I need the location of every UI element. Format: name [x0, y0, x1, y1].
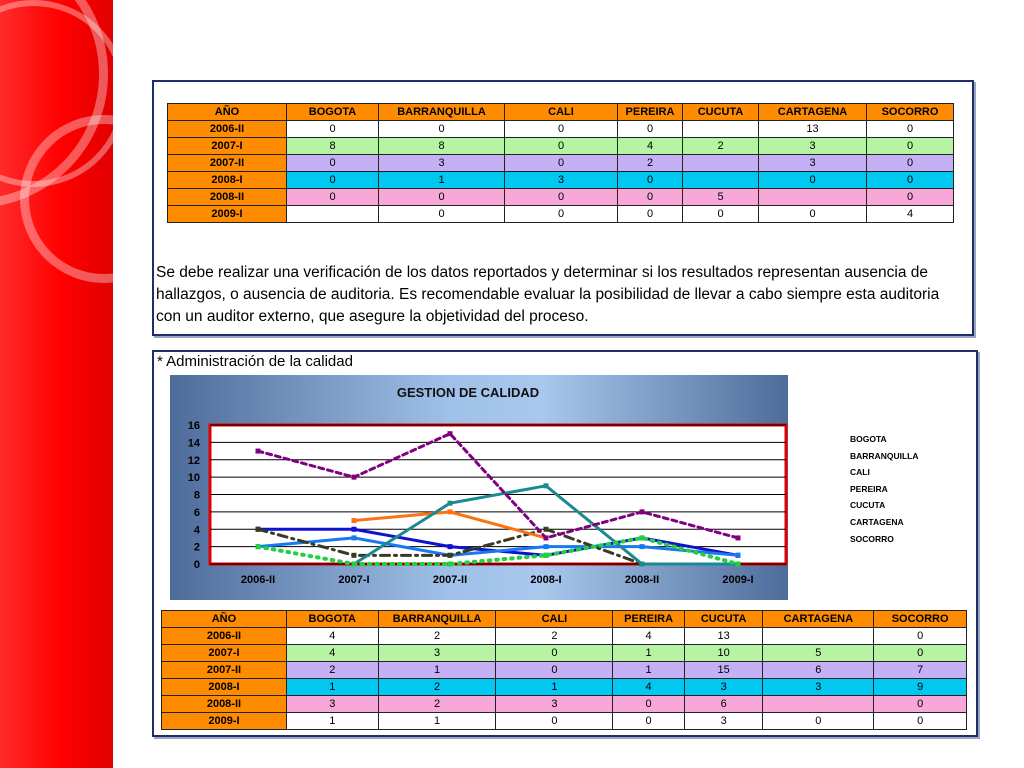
data-point [640, 535, 645, 540]
table-row [168, 206, 954, 223]
data-point [256, 527, 261, 532]
column-header: BOGOTA [286, 611, 378, 628]
table-cell: 3 [759, 138, 867, 155]
table-cell: 6 [684, 696, 763, 713]
line-chart [170, 375, 790, 600]
table-cell: 1 [286, 679, 378, 696]
table-cell: 5 [683, 189, 759, 206]
table-cell: 3 [378, 645, 496, 662]
y-tick-label: 14 [187, 437, 200, 450]
table-cell [759, 189, 867, 206]
table-cell: 1 [286, 713, 378, 730]
table-cell: 0 [505, 206, 618, 223]
table-cell [683, 155, 759, 172]
data-point [448, 431, 453, 436]
data-point [352, 553, 357, 558]
table-row [162, 713, 967, 730]
table-cell: 3 [763, 679, 874, 696]
table-cell: 1 [378, 713, 496, 730]
column-header: BARRANQUILLA [379, 104, 505, 121]
column-header: CUCUTA [683, 104, 759, 121]
legend-item: CALI [850, 467, 870, 478]
data-point [544, 535, 549, 540]
data-point [448, 544, 453, 549]
table-cell: 0 [505, 155, 618, 172]
row-year-cell: 2008-I [168, 172, 287, 189]
y-tick-label: 16 [187, 420, 200, 432]
table-cell: 0 [613, 713, 685, 730]
x-tick-label: 2006-II [240, 574, 276, 586]
table-cell: 3 [286, 696, 378, 713]
data-point [544, 544, 549, 549]
table-cell: 4 [867, 206, 954, 223]
table-cell: 0 [505, 189, 618, 206]
decorative-red-sidebar [0, 0, 113, 768]
table-cell: 2 [378, 696, 496, 713]
table-cell: 2 [496, 628, 613, 645]
column-header: AÑO [162, 611, 287, 628]
table-row [168, 172, 954, 189]
row-year-cell: 2009-I [168, 206, 287, 223]
table-cell: 1 [379, 172, 505, 189]
table-cell: 0 [867, 121, 954, 138]
y-tick-label: 2 [193, 541, 200, 554]
column-header: PEREIRA [618, 104, 683, 121]
table-row [168, 121, 954, 138]
table-cell: 2 [618, 155, 683, 172]
data-point [352, 475, 357, 480]
table-cell: 0 [867, 155, 954, 172]
table-cell: 0 [496, 645, 613, 662]
table-cell: 0 [759, 206, 867, 223]
row-year-cell: 2008-I [162, 679, 287, 696]
table-cell: 4 [613, 628, 685, 645]
recommendation-paragraph: Se debe realizar una verificación de los datos reportados y determinar si los resultados representan ausencia de hallazgos, o ausencia de auditoria. Es recomendable evaluar la posibilidad de llevar a cabo siempre esta auditoria con un auditor externo, que asegure la objetividad del proceso. [156, 264, 940, 325]
data-point [448, 501, 453, 506]
table-cell: 1 [613, 662, 685, 679]
data-point [544, 527, 549, 532]
table-cell: 0 [763, 713, 874, 730]
column-header: CUCUTA [684, 611, 763, 628]
column-header: PEREIRA [613, 611, 685, 628]
legend-item: BOGOTA [850, 434, 887, 444]
y-tick-label: 8 [193, 489, 200, 502]
legend-item: SOCORRO [850, 533, 894, 544]
table-cell [763, 696, 874, 713]
table-cell [683, 121, 759, 138]
table-cell: 4 [618, 138, 683, 155]
table-cell: 0 [613, 696, 685, 713]
chart-legend [850, 434, 918, 550]
legend-item: PEREIRA [850, 483, 888, 494]
table-cell: 8 [287, 138, 379, 155]
chart-title: GESTION DE CALIDAD [396, 385, 540, 400]
table-cell: 0 [618, 206, 683, 223]
data-point [736, 562, 741, 567]
table-cell: 1 [496, 679, 613, 696]
row-year-cell: 2009-I [162, 713, 287, 730]
table-cell: 6 [763, 662, 874, 679]
table-cell: 1 [378, 662, 496, 679]
table-cell: 0 [874, 628, 967, 645]
table-cell: 13 [759, 121, 867, 138]
legend-item: BARRANQUILLA [850, 450, 919, 461]
row-year-cell: 2007-I [162, 645, 287, 662]
table-cell: 0 [867, 172, 954, 189]
data-point [352, 527, 357, 532]
column-header: CALI [496, 611, 613, 628]
x-tick-label: 2009-I [722, 574, 754, 586]
table-cell: 4 [286, 628, 378, 645]
row-year-cell: 2007-II [162, 662, 287, 679]
data-point [736, 553, 741, 558]
data-point [544, 553, 549, 558]
table-cell: 13 [684, 628, 763, 645]
table-cell: 0 [496, 713, 613, 730]
table-row [162, 645, 967, 662]
x-tick-label: 2008-II [624, 574, 660, 586]
table-cell: 8 [379, 138, 505, 155]
table-cell: 2 [378, 628, 496, 645]
y-tick-label: 4 [193, 524, 200, 537]
data-point [640, 544, 645, 549]
x-tick-label: 2007-I [338, 574, 370, 586]
table-header-row [168, 104, 954, 121]
table-cell: 3 [496, 696, 613, 713]
table-cell: 0 [683, 206, 759, 223]
table-cell: 0 [379, 121, 505, 138]
legend-item: CUCUTA [850, 500, 886, 511]
table-cell: 0 [496, 662, 613, 679]
y-tick-label: 6 [193, 506, 200, 519]
table-cell [287, 206, 379, 223]
table-cell: 0 [379, 206, 505, 223]
column-header: SOCORRO [867, 104, 954, 121]
table-cell: 3 [379, 155, 505, 172]
column-header: CALI [505, 104, 618, 121]
table-cell: 3 [684, 713, 763, 730]
table-cell: 9 [874, 679, 967, 696]
column-header: SOCORRO [874, 611, 967, 628]
table-cell: 0 [874, 645, 967, 662]
column-header: AÑO [168, 104, 287, 121]
table-cell: 0 [505, 138, 618, 155]
table-cell: 0 [287, 172, 379, 189]
table-cell: 0 [287, 189, 379, 206]
table-row [162, 628, 967, 645]
data-point [256, 544, 261, 549]
row-year-cell: 2008-II [162, 696, 287, 713]
x-tick-label: 2008-I [530, 574, 562, 586]
y-tick-label: 0 [193, 559, 200, 571]
data-point [640, 562, 645, 567]
table-cell: 2 [378, 679, 496, 696]
table-cell: 5 [763, 645, 874, 662]
row-year-cell: 2008-II [168, 189, 287, 206]
table-cell: 0 [867, 138, 954, 155]
decorative-ring [0, 0, 113, 187]
table-row [162, 679, 967, 696]
y-tick-label: 10 [187, 472, 200, 485]
table-cell [763, 628, 874, 645]
data-point [448, 562, 453, 567]
table-cell: 15 [684, 662, 763, 679]
data-table-top [167, 103, 954, 223]
table-cell: 1 [613, 645, 685, 662]
row-year-cell: 2007-II [168, 155, 287, 172]
table-cell: 2 [286, 662, 378, 679]
column-header: CARTAGENA [763, 611, 874, 628]
table-cell: 4 [286, 645, 378, 662]
table-cell: 0 [759, 172, 867, 189]
table-cell: 0 [618, 121, 683, 138]
legend-item: CARTAGENA [850, 516, 904, 527]
column-header: CARTAGENA [759, 104, 867, 121]
table-cell: 4 [613, 679, 685, 696]
table-cell: 3 [759, 155, 867, 172]
table-cell: 3 [505, 172, 618, 189]
data-point [352, 518, 357, 523]
data-point [640, 509, 645, 514]
table-cell: 0 [874, 713, 967, 730]
row-year-cell: 2007-I [168, 138, 287, 155]
table-cell: 0 [287, 155, 379, 172]
column-header: BARRANQUILLA [378, 611, 496, 628]
x-tick-label: 2007-II [432, 574, 468, 586]
table-row [168, 138, 954, 155]
data-point [448, 553, 453, 558]
data-table-bottom [161, 610, 967, 730]
table-cell: 0 [618, 189, 683, 206]
table-cell [683, 172, 759, 189]
table-cell: 0 [505, 121, 618, 138]
data-point [352, 562, 357, 567]
table-cell: 7 [874, 662, 967, 679]
table-cell: 0 [287, 121, 379, 138]
row-year-cell: 2006-II [162, 628, 287, 645]
row-year-cell: 2006-II [168, 121, 287, 138]
table-cell: 0 [379, 189, 505, 206]
data-point [544, 483, 549, 488]
y-tick-label: 12 [187, 454, 200, 467]
table-row [162, 696, 967, 713]
column-header: BOGOTA [287, 104, 379, 121]
table-header-row [162, 611, 967, 628]
table-cell: 3 [684, 679, 763, 696]
table-cell: 2 [683, 138, 759, 155]
table-cell: 0 [867, 189, 954, 206]
data-point [448, 509, 453, 514]
table-row [162, 662, 967, 679]
data-point [736, 535, 741, 540]
data-point [256, 449, 261, 454]
table-cell: 10 [684, 645, 763, 662]
data-point [352, 535, 357, 540]
table-row [168, 155, 954, 172]
table-cell: 0 [618, 172, 683, 189]
table-row [168, 189, 954, 206]
table-cell: 0 [874, 696, 967, 713]
section-title: * Administración de la calidad [157, 353, 353, 370]
